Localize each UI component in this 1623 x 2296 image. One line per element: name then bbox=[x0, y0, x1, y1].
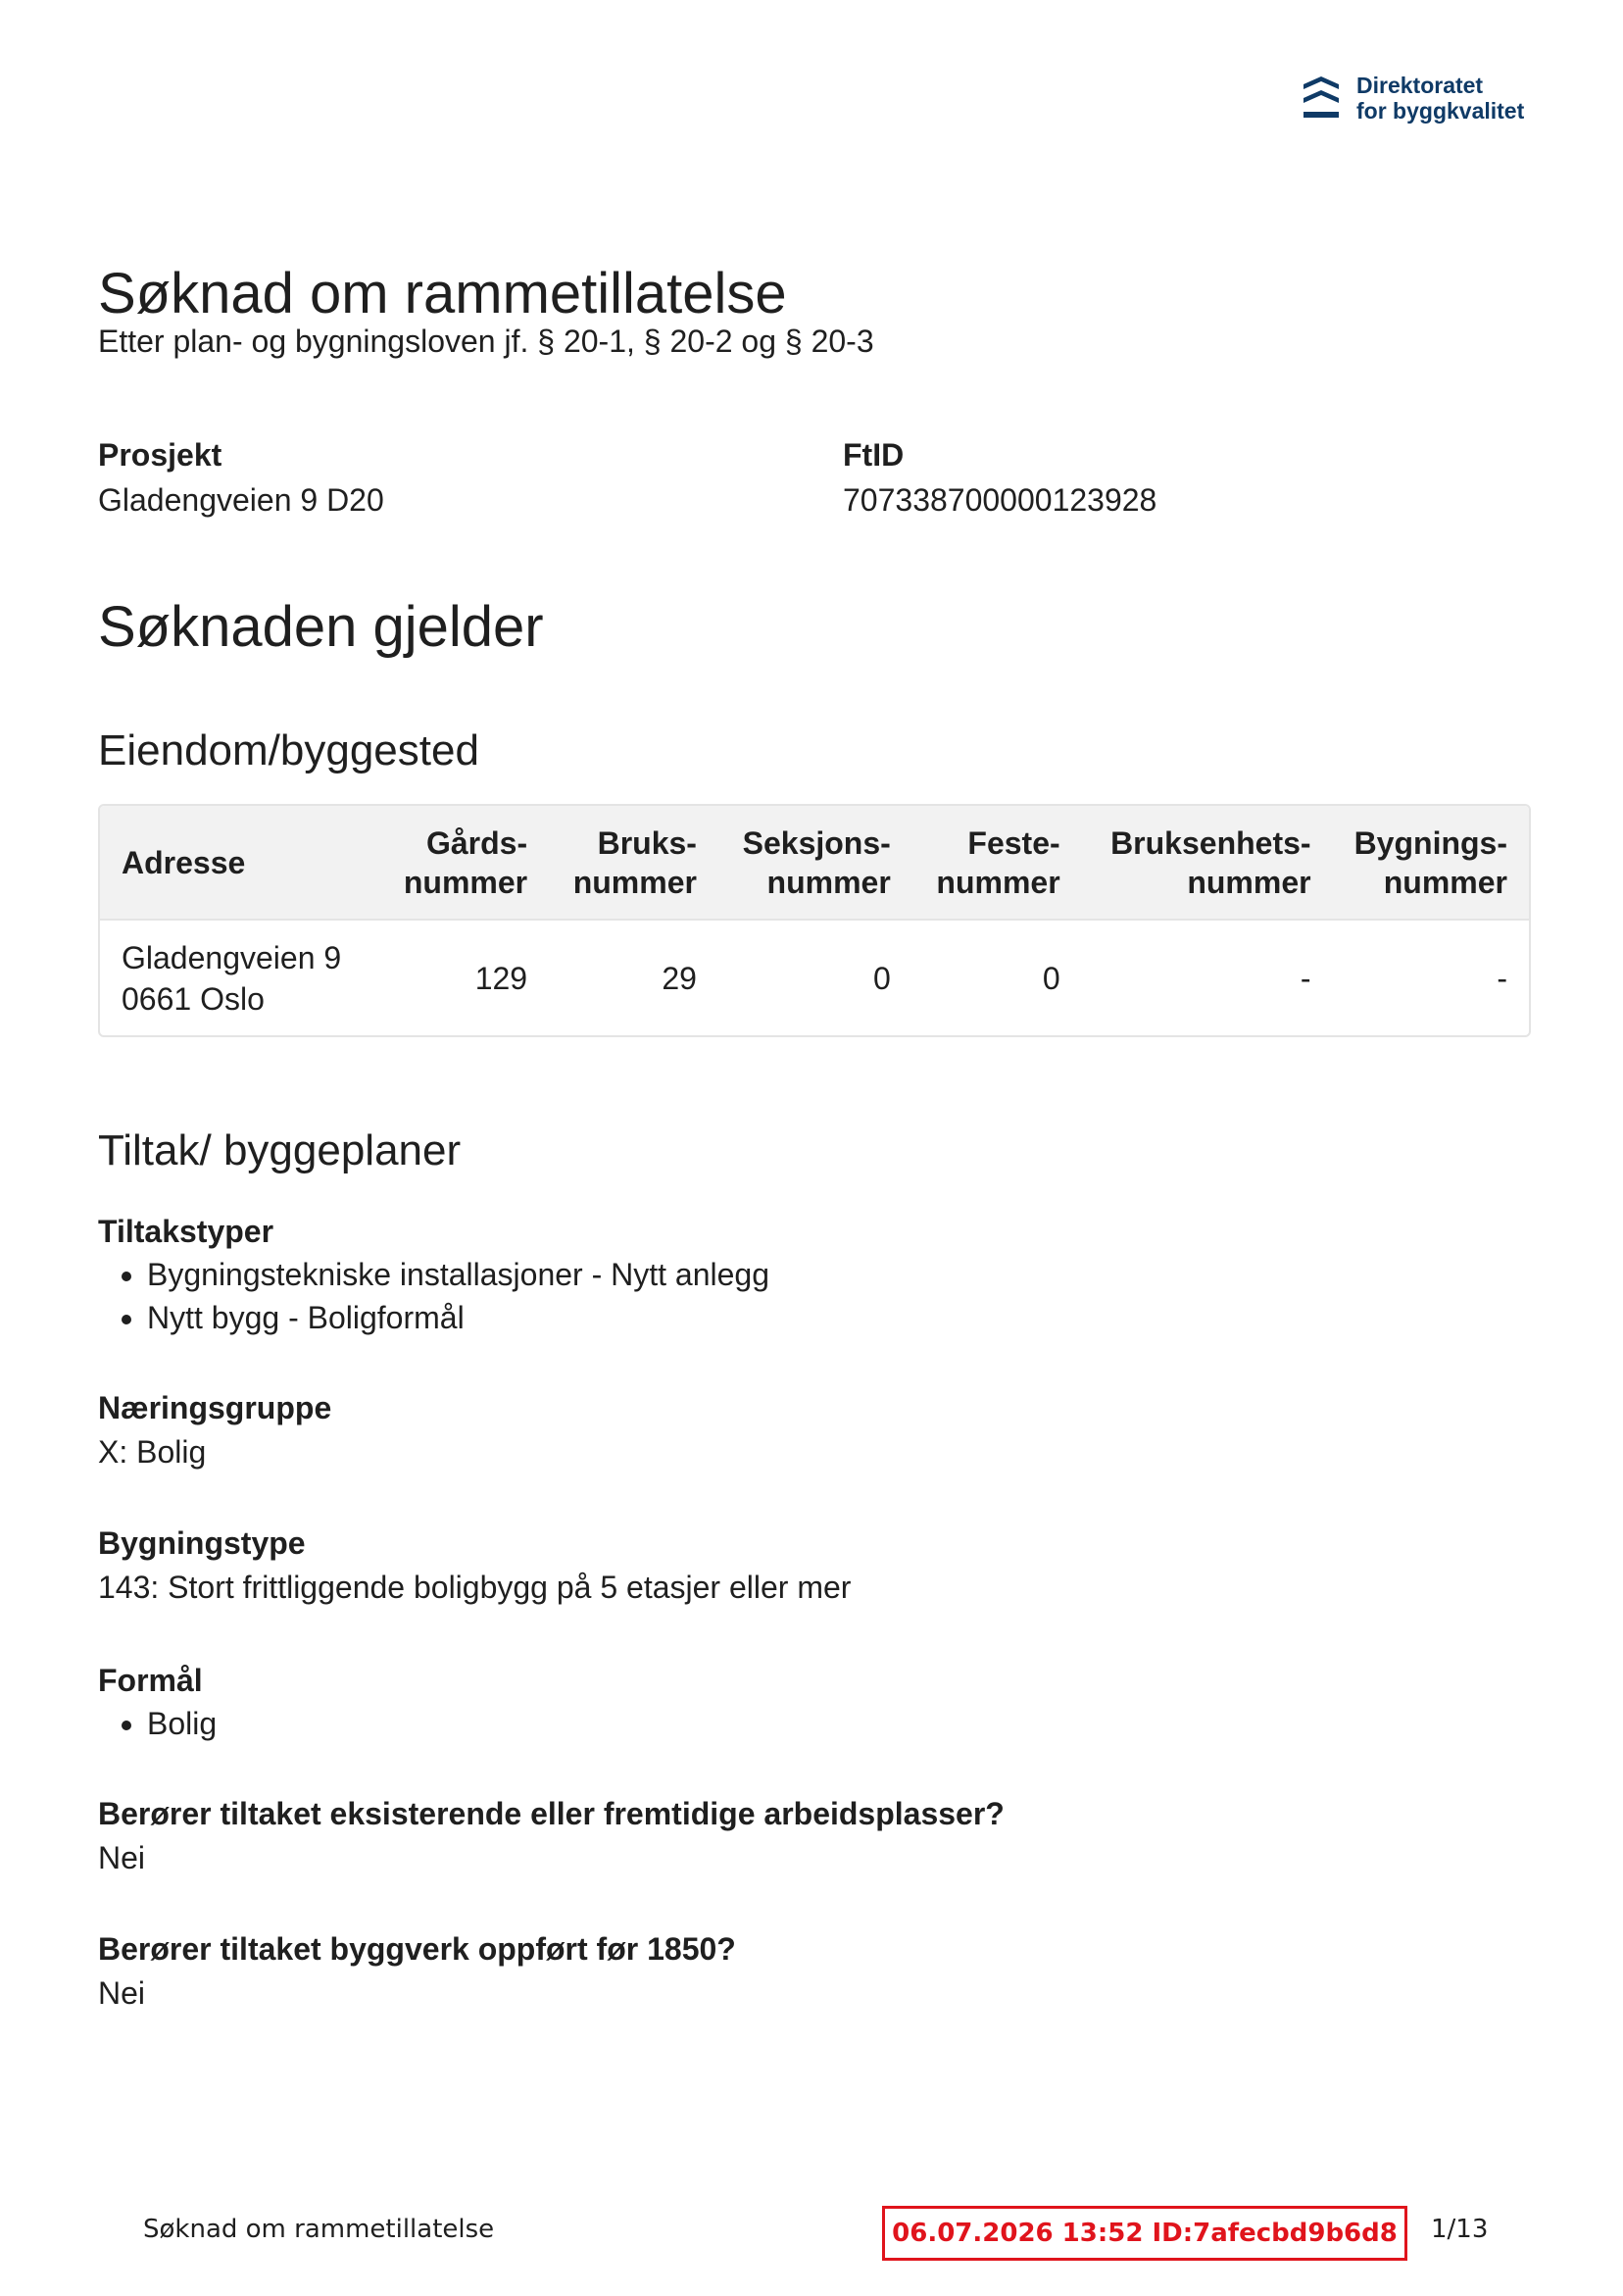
list-item: • Nytt bygg - Boligformål bbox=[147, 1296, 769, 1339]
q2-label: Berører tiltaket byggverk oppført før 1850? bbox=[98, 1931, 736, 1967]
cell-address bbox=[100, 920, 372, 1035]
col-bruks-l1: Bruks- bbox=[597, 824, 697, 861]
cell-gards: 129 bbox=[372, 920, 549, 1035]
bygningstype-section bbox=[98, 1523, 851, 1608]
logo-line2: for byggkvalitet bbox=[1356, 98, 1525, 124]
logo-line1: Direktoratet bbox=[1356, 73, 1484, 98]
col-feste bbox=[912, 806, 1082, 920]
footer-doc-name: Søknad om rammetillatelse bbox=[143, 2215, 495, 2244]
cell-bygnings: - bbox=[1333, 920, 1529, 1035]
formal-section bbox=[98, 1661, 217, 1745]
formal-label: Formål bbox=[98, 1663, 203, 1698]
ftid-block bbox=[843, 435, 1156, 520]
bygningstype-value: 143: Stort frittliggende boligbygg på 5 etasjer eller mer bbox=[98, 1570, 852, 1605]
address-line2: 0661 Oslo bbox=[122, 980, 265, 1017]
tiltakstyper-label: Tiltakstyper bbox=[98, 1214, 274, 1249]
list-item: • Bygningstekniske installasjoner - Nytt anlegg bbox=[147, 1253, 769, 1296]
col-feste-l1: Feste- bbox=[967, 824, 1060, 861]
footer-stamp: 06.07.2026 13:52 ID:7afecbd9b6d8 bbox=[882, 2206, 1407, 2261]
dibk-logo-icon bbox=[1300, 73, 1343, 124]
workplaces-question bbox=[98, 1794, 1005, 1878]
naeringsgruppe-label: Næringsgruppe bbox=[98, 1390, 332, 1425]
col-gards-l1: Gårds- bbox=[425, 824, 528, 861]
logo-text bbox=[1356, 73, 1524, 124]
col-bygnings-l1: Bygnings- bbox=[1353, 824, 1507, 861]
col-gards-l2: nummer bbox=[403, 864, 528, 900]
tiltakstyper-section bbox=[98, 1212, 769, 1339]
naeringsgruppe-value: X: Bolig bbox=[98, 1434, 207, 1470]
table-row bbox=[100, 920, 1529, 1035]
col-bruksenhets-l2: nummer bbox=[1187, 864, 1311, 900]
col-adresse-label: Adresse bbox=[122, 844, 246, 880]
property-table bbox=[98, 804, 1531, 1037]
bygningstype-label: Bygningstype bbox=[98, 1525, 306, 1561]
col-bruks bbox=[549, 806, 718, 920]
col-gards bbox=[372, 806, 549, 920]
cell-feste: 0 bbox=[912, 920, 1082, 1035]
measures-heading: Tiltak/ byggeplaner bbox=[98, 1126, 462, 1174]
cell-bruksenhets: - bbox=[1082, 920, 1333, 1035]
footer-page-number: 1/13 bbox=[1431, 2215, 1489, 2244]
col-adresse bbox=[100, 806, 372, 920]
col-seksjons-l1: Seksjons- bbox=[742, 824, 891, 861]
q2-value: Nei bbox=[98, 1975, 146, 2011]
col-bruksenhets bbox=[1082, 806, 1333, 920]
col-bruksenhets-l1: Bruksenhets- bbox=[1110, 824, 1311, 861]
list-item: • Bolig bbox=[147, 1702, 217, 1745]
ftid-value: 707338700000123928 bbox=[843, 482, 1157, 518]
address-line1: Gladengveien 9 bbox=[122, 939, 342, 975]
cell-seksjons: 0 bbox=[718, 920, 912, 1035]
pre1850-question bbox=[98, 1929, 736, 2014]
col-bygnings bbox=[1333, 806, 1529, 920]
section-heading: Søknaden gjelder bbox=[98, 595, 544, 659]
document-subtitle: Etter plan- og bygningsloven jf. § 20-1, § 20-2 og § 20-3 bbox=[98, 324, 874, 359]
col-bruks-l2: nummer bbox=[572, 864, 697, 900]
document-title: Søknad om rammetillatelse bbox=[98, 262, 787, 325]
cell-bruks: 29 bbox=[549, 920, 718, 1035]
logo bbox=[1300, 73, 1524, 124]
col-feste-l2: nummer bbox=[936, 864, 1060, 900]
col-bygnings-l2: nummer bbox=[1383, 864, 1507, 900]
q1-value: Nei bbox=[98, 1840, 146, 1875]
col-seksjons-l2: nummer bbox=[766, 864, 891, 900]
col-seksjons bbox=[718, 806, 912, 920]
project-label: Prosjekt bbox=[98, 437, 222, 473]
ftid-label: FtID bbox=[843, 437, 905, 473]
tiltakstyper-list bbox=[98, 1253, 769, 1339]
formal-list bbox=[98, 1702, 217, 1745]
q1-label: Berører tiltaket eksisterende eller fremtidige arbeidsplasser? bbox=[98, 1796, 1005, 1831]
project-value: Gladengveien 9 D20 bbox=[98, 482, 384, 518]
table-header-row bbox=[100, 806, 1529, 920]
naeringsgruppe-section bbox=[98, 1388, 331, 1472]
project-block bbox=[98, 435, 384, 520]
property-heading: Eiendom/byggested bbox=[98, 726, 479, 774]
